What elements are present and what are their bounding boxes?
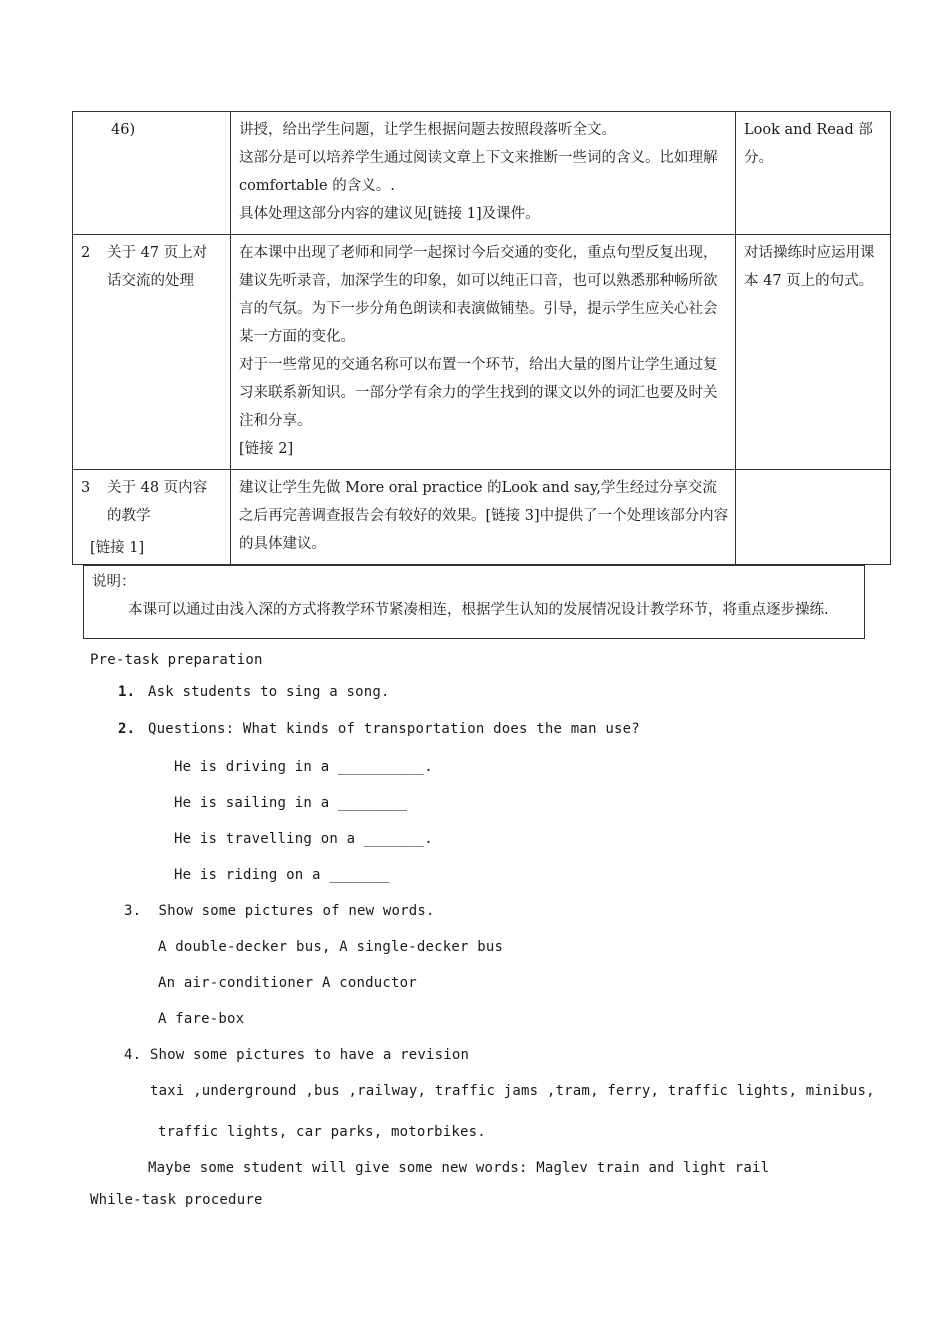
row-note: Look and Read 部分。	[744, 122, 873, 166]
row-label-cell	[73, 112, 231, 235]
table-row	[73, 235, 891, 470]
fill-blank-sentence: He is driving in a __________.	[174, 759, 433, 775]
row-note-cell	[736, 470, 891, 565]
row-content-cell	[231, 235, 736, 470]
paragraph: 对于一些常见的交通名称可以布置一个环节，给出大量的图片让学生通过复习来联系新知识。一部分学有余力的学生找到的课文以外的词汇也要及时关注和分享。	[239, 357, 718, 429]
note-line: Maybe some student will give some new words: Maglev train and light rail	[148, 1160, 770, 1176]
list-item: 4. Show some pictures to have a revision	[124, 1047, 470, 1063]
row-content-cell	[231, 112, 736, 235]
list-item: Questions: What kinds of transportation does the man use?	[148, 721, 640, 737]
vocab-line: An air-conditioner A conductor	[158, 975, 417, 991]
vocab-line: A fare-box	[158, 1011, 245, 1027]
row-label-cell	[73, 235, 231, 470]
row-note-cell	[736, 112, 891, 235]
row-note-cell	[736, 235, 891, 470]
list-number: 1.	[118, 684, 136, 700]
section-heading-pre-task: Pre-task preparation	[90, 652, 263, 668]
list-item: 3. Show some pictures of new words.	[124, 903, 435, 919]
list-number: 2.	[118, 721, 136, 737]
section-heading-while-task: While-task procedure	[90, 1192, 263, 1208]
row-number: 3	[81, 480, 91, 496]
row-content-cell	[231, 470, 736, 565]
paragraph: 建议让学生先做 More oral practice 的Look and say,学生经过分享交流之后再完善调查报告会有较好的效果。[链接 3]中提供了一个处理该部分内容的具体建议。	[239, 480, 729, 552]
row-number: 2	[81, 245, 91, 261]
row-note: 对话操练时应运用课本 47 页上的句式。	[744, 245, 875, 289]
paragraph: [链接 2]	[239, 441, 294, 457]
note-title: 说明：	[92, 574, 136, 590]
row-label: 关于 47 页上对话交流的处理	[107, 245, 208, 289]
link-1-label: [链接 1]	[90, 540, 145, 556]
paragraph: 具体处理这部分内容的建议见[链接 1]及课件。	[239, 206, 540, 222]
note-body: 本课可以通过由浅入深的方式将教学环节紧凑相连，根据学生认知的发展情况设计教学环节，将重点逐步操练.	[128, 602, 829, 618]
paragraph: 这部分是可以培养学生通过阅读文章上下文来推断一些词的含义。比如理解 comfortable 的含义。.	[239, 150, 718, 194]
table-row	[73, 470, 891, 565]
vocab-line: taxi ,underground ,bus ,railway, traffic jams ,tram, ferry, traffic lights, minibus,	[150, 1083, 875, 1099]
fill-blank-sentence: He is travelling on a _______.	[174, 831, 433, 847]
paragraph: 在本课中出现了老师和同学一起探讨今后交通的变化，重点句型反复出现，建议先听录音，加深学生的印象，如可以纯正口音，也可以熟悉那种畅所欲言的气氛。为下一步分角色朗读和表演做铺垫。引导，提示学生应关心社会某一方面的变化。	[239, 245, 718, 345]
vocab-line: traffic lights, car parks, motorbikes.	[158, 1124, 486, 1140]
teaching-plan-table	[72, 111, 891, 565]
row-label: 关于 48 页内容的教学	[107, 480, 208, 524]
list-item: Ask students to sing a song.	[148, 684, 390, 700]
paragraph: 讲授，给出学生问题，让学生根据问题去按照段落听全文。	[239, 122, 616, 138]
note-box	[83, 565, 865, 639]
row-label: 46)	[111, 122, 136, 138]
fill-blank-sentence: He is sailing in a ________	[174, 795, 407, 811]
fill-blank-sentence: He is riding on a _______	[174, 867, 390, 883]
vocab-line: A double-decker bus, A single-decker bus	[158, 939, 504, 955]
table-row	[73, 112, 891, 235]
